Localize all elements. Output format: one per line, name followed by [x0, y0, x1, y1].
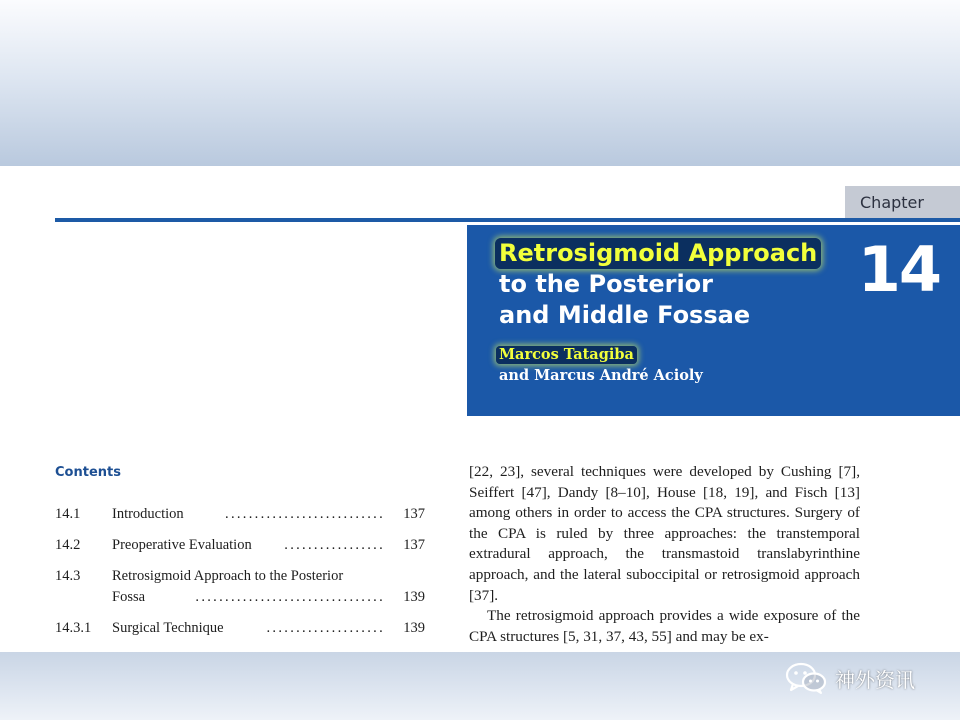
- chapter-number: 14: [857, 233, 940, 306]
- contents-heading: Contents: [55, 465, 121, 480]
- toc-leader-dots: ................................: [195, 589, 385, 605]
- toc-item-page: 139: [403, 620, 425, 636]
- toc-leader-dots: ....................: [266, 620, 385, 636]
- toc-item: [55, 537, 425, 557]
- toc-item-number: 14.1: [55, 506, 81, 522]
- chapter-title-box: [467, 225, 960, 416]
- toc-item: [55, 620, 425, 640]
- toc-item-number: 14.3.1: [55, 620, 92, 636]
- watermark-text: 神外资讯: [835, 667, 915, 692]
- toc-item: [55, 568, 425, 588]
- body-text: [469, 462, 860, 647]
- chapter-authors: [499, 344, 703, 386]
- book-page: [0, 166, 960, 652]
- chapter-title-line2: to the Posterior: [499, 270, 714, 298]
- toc-item-title-continued: Fossa: [112, 589, 146, 605]
- toc-item-page: 137: [403, 537, 425, 553]
- header-rule: [55, 218, 960, 222]
- body-paragraph: [22, 23], several techniques were developed by Cushing [7], Seiffert [47], Dandy [8–10], House [18, 19], and Fisch [13] among others in order to access the CPA structures. Surgery of the CPA is ruled by three approaches: the transtemporal extradural approach, the transmastoid translabyrinthine approach, and the lateral suboccipital or retrosigmoid approach [37].: [469, 463, 860, 604]
- toc-item-page: 137: [403, 506, 425, 522]
- toc-item-number: 14.3: [55, 568, 81, 584]
- toc-item-continued: [55, 589, 425, 609]
- toc-item-title: Introduction: [112, 506, 184, 522]
- toc-item-number: 14.2: [55, 537, 81, 553]
- toc-item-title: Preoperative Evaluation: [112, 537, 252, 553]
- body-paragraph: The retrosigmoid approach provides a wide exposure of the CPA structures [5, 31, 37, 43, 55] and may be ex-: [469, 607, 860, 645]
- toc-item-page: 139: [403, 589, 425, 605]
- chapter-title-highlighted: Retrosigmoid Approach: [495, 238, 821, 269]
- toc-item: [55, 506, 425, 526]
- author-highlighted: Marcos Tatagiba: [496, 346, 637, 364]
- slide-top-band: [0, 0, 960, 166]
- wechat-icon: [785, 661, 827, 695]
- chapter-tab: Chapter: [845, 186, 960, 218]
- toc-item-title: Retrosigmoid Approach to the Posterior: [112, 568, 344, 584]
- author-line2: and Marcus André Acioly: [499, 367, 703, 384]
- chapter-title-line3: and Middle Fossae: [499, 301, 751, 329]
- toc-item-title: Surgical Technique: [112, 620, 224, 636]
- watermark: [785, 660, 915, 696]
- toc-leader-dots: ...........................: [225, 506, 385, 522]
- toc-leader-dots: .................: [284, 537, 385, 553]
- chapter-title: [499, 238, 821, 331]
